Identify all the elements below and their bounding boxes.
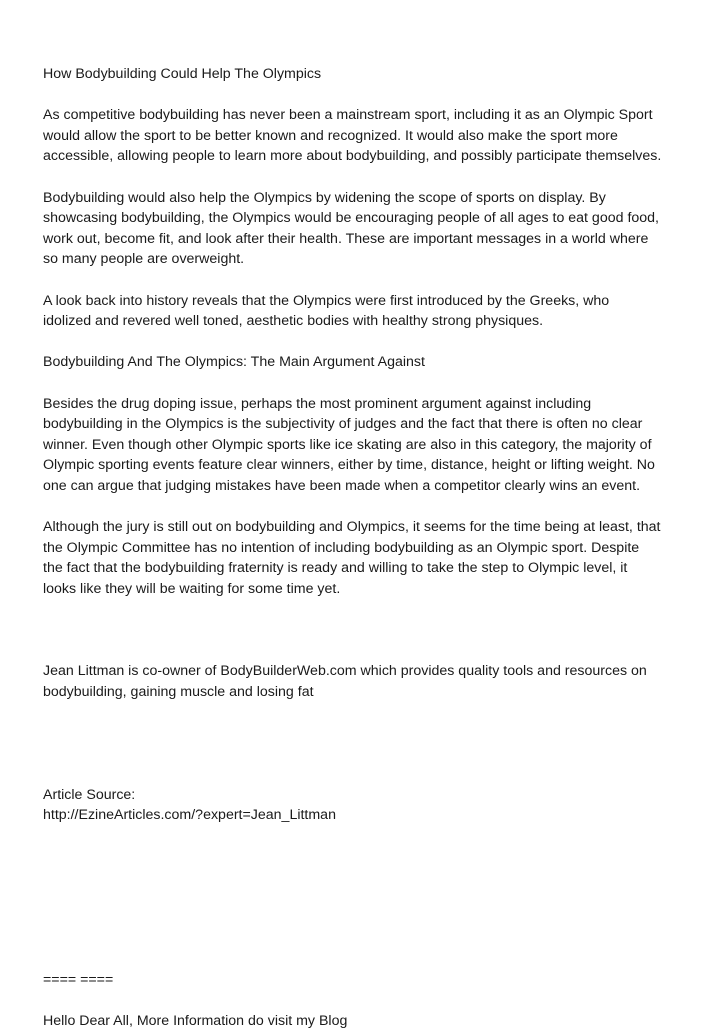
separator: ==== ==== — [43, 972, 114, 989]
paragraph-line: would allow the sport to be better known and recognized. It would also make the sport more — [43, 127, 618, 144]
paragraph-conclusion — [43, 517, 693, 599]
document-page — [43, 64, 693, 1032]
paragraph-line: Bodybuilding would also help the Olympics by widening the scope of sports on display. By — [43, 189, 606, 206]
paragraph-argument — [43, 394, 693, 497]
paragraph-scope — [43, 188, 693, 270]
paragraph-line: Olympic sporting events feature clear winners, either by time, distance, height or lifting weight. No — [43, 457, 655, 474]
paragraph-line: accessible, allowing people to learn more about bodybuilding, and possibly participate themselves. — [43, 148, 662, 165]
paragraph-line: idolized and revered well toned, aesthetic bodies with healthy strong physiques. — [43, 313, 544, 330]
paragraph-line: winner. Even though other Olympic sports like ice skating are also in this category, the majority of — [43, 436, 652, 453]
paragraph-line: A look back into history reveals that the Olympics were first introduced by the Greeks, who — [43, 292, 610, 309]
paragraph-line: Although the jury is still out on bodybuilding and Olympics, it seems for the time being at least, that — [43, 519, 661, 536]
paragraph-line: Besides the drug doping issue, perhaps the most prominent argument against including — [43, 395, 592, 412]
paragraph-intro — [43, 105, 693, 167]
article-title: How Bodybuilding Could Help The Olympics — [43, 66, 322, 82]
article-source — [43, 785, 693, 826]
paragraph-line: As competitive bodybuilding has never been a mainstream sport, including it as an Olympic Sport — [43, 107, 653, 124]
paragraph-line: the Olympic Committee has no intention of including bodybuilding as an Olympic sport. Despite — [43, 539, 640, 556]
paragraph-line: looks like they will be waiting for some time yet. — [43, 580, 341, 597]
section-subheading: Bodybuilding And The Olympics: The Main Argument Against — [43, 354, 425, 371]
paragraph-line: Jean Littman is co-owner of BodyBuilderWeb.com which provides quality tools and resources on — [43, 663, 647, 680]
source-label: Article Source: — [43, 786, 136, 803]
paragraph-line: showcasing bodybuilding, the Olympics would be encouraging people of all ages to eat good food, — [43, 210, 659, 227]
paragraph-line: work out, become fit, and look after their health. These are important messages in a world where — [43, 230, 649, 247]
author-bio — [43, 661, 693, 702]
paragraph-history — [43, 291, 693, 332]
paragraph-line: so many people are overweight. — [43, 251, 245, 268]
paragraph-line: the fact that the bodybuilding fraternity is ready and willing to take the step to Olympic level, it — [43, 560, 628, 577]
source-url: http://EzineArticles.com/?expert=Jean_Littman — [43, 807, 336, 824]
paragraph-line: bodybuilding, gaining muscle and losing fat — [43, 683, 314, 700]
footer-text: Hello Dear All, More Information do visit my Blog — [43, 1013, 348, 1030]
paragraph-line: one can argue that judging mistakes have been made when a competitor clearly wins an event. — [43, 477, 641, 494]
paragraph-line: bodybuilding in the Olympics is the subjectivity of judges and the fact that there is often no clear — [43, 416, 643, 433]
